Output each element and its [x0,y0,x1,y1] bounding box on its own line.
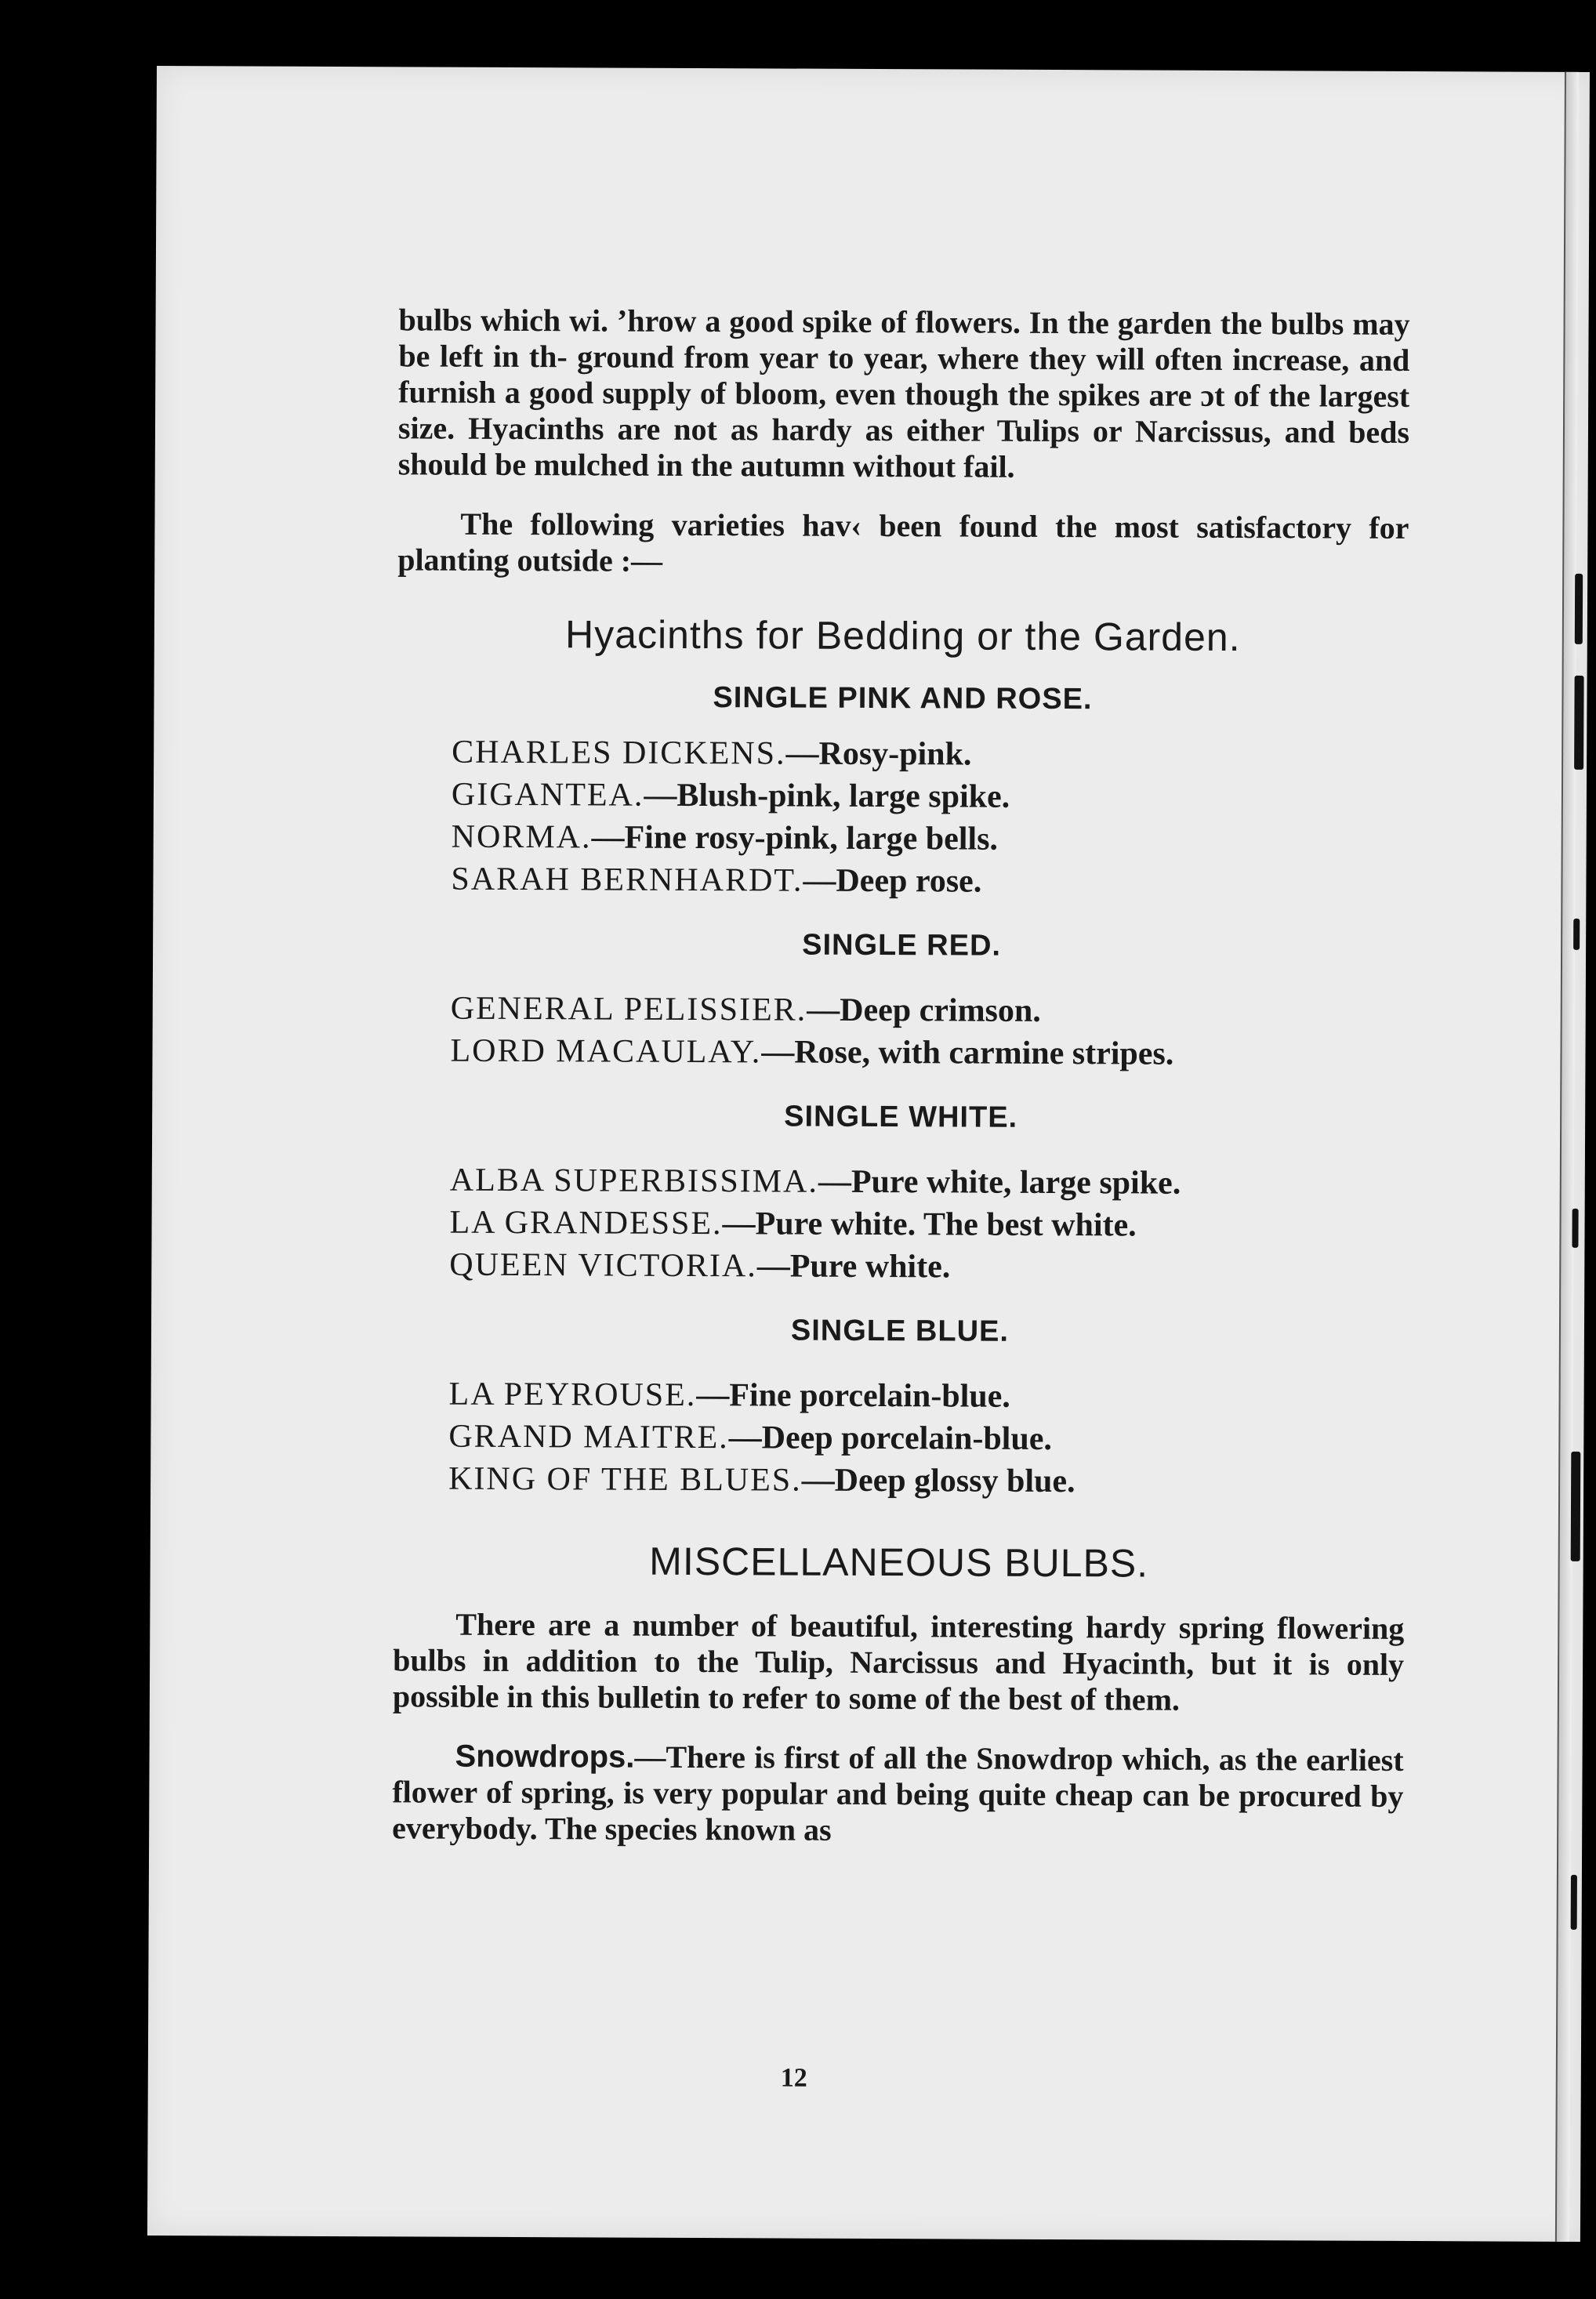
variety-item [450,1159,1406,1206]
binding-mark [1573,919,1580,950]
variety-description: —Pure white. [756,1248,951,1285]
variety-description: —Deep rose. [803,862,982,900]
variety-name: QUEEN VICTORIA. [449,1246,757,1285]
variety-item [452,816,1408,862]
section-title: Hyacinths for Bedding or the Garden. [564,612,1241,660]
variety-description: —Deep porcelain-blue. [728,1420,1053,1457]
variety-description: —Rosy-pink. [785,735,972,773]
intro-paragraph: bulbs which wi. ’hrow a good spike of flowers. In the garden the bulbs may be left in th- ground from year to year, where they will often increase, and furnish a good supply of bloom, even though the spikes are ɔt of the largest size. Hyacinths are not as hardy as either Tulips or Narcissus, and beds should be mulched in the autumn without fail. [397,302,1410,484]
variety-group [394,1312,1406,1504]
variety-list [394,1159,1406,1290]
snowdrops-text: —There is first of all the Snowdrop which, as the earliest flower of spring, is very popular and being quite cheap can be procured by everybody. The species known as [392,1739,1404,1848]
variety-item [452,731,1408,778]
snowdrops-lead: Snowdrops. [455,1739,635,1775]
variety-description: —Fine rosy-pink, large bells. [591,819,999,858]
variety-name: LA GRANDESSE. [449,1204,723,1242]
group-heading: SINGLE BLUE. [790,1314,1010,1348]
variety-item [450,1030,1406,1076]
variety-name: GRAND MAITRE. [448,1418,729,1456]
variety-item [449,1202,1406,1248]
variety-item [448,1458,1405,1504]
binding-mark [1572,1209,1578,1248]
variety-description: —Rose, with carmine stripes. [761,1034,1174,1072]
page-content [392,302,1410,1851]
variety-list [396,731,1408,905]
variety-description: —Pure white, large spike. [818,1163,1181,1202]
variety-description: —Deep glossy blue. [801,1462,1075,1500]
binding-mark [1571,1452,1581,1561]
misc-paragraph: There are a number of beautiful, interesting hardy spring flowering bulbs in addition to the Tulip, Narcissus and Hyacinth, but it is only possible in this bulletin to refer to some of the best of them. [392,1606,1405,1717]
variety-name: LA PEYROUSE. [448,1376,697,1414]
variety-description: —Fine porcelain-blue. [696,1377,1010,1415]
variety-item [451,858,1407,905]
section-title: MISCELLANEOUS BULBS. [649,1539,1149,1586]
variety-item [448,1373,1405,1420]
variety-description: —Blush-pink, large spike. [644,777,1010,815]
variety-description: —Pure white. The best white. [722,1206,1137,1244]
variety-description: —Deep crimson. [807,992,1041,1029]
variety-name: LORD MACAULAY. [450,1032,762,1071]
variety-name: CHARLES DICKENS. [452,734,786,772]
group-heading: SINGLE PINK AND ROSE. [713,681,1093,716]
binding-mark [1571,1875,1577,1930]
variety-name: KING OF THE BLUES. [448,1460,802,1499]
variety-name: ALBA SUPERBISSIMA. [449,1162,819,1200]
variety-group [394,1098,1406,1290]
variety-list [395,987,1406,1076]
variety-name: GENERAL PELISSIER. [450,990,807,1028]
variety-item [451,988,1407,1034]
group-heading: SINGLE RED. [802,928,1002,963]
variety-group [395,926,1407,1076]
page-number: 12 [780,2063,807,2093]
scanned-page [147,66,1590,2242]
variety-list [394,1373,1406,1504]
variety-item [448,1416,1405,1462]
variety-name: SARAH BERNHARDT. [451,861,803,899]
variety-name: GIGANTEA. [451,776,644,814]
snowdrops-paragraph [392,1738,1404,1851]
variety-group [396,680,1408,905]
binding-mark [1574,676,1584,770]
binding-mark [1575,574,1583,644]
variety-name: NORMA. [451,818,592,856]
variety-item [452,774,1408,820]
variety-item [449,1244,1406,1290]
group-heading: SINGLE WHITE. [784,1100,1018,1134]
intro-paragraph: The following varieties hav‹ been found the most satisfactory for planting outside :— [397,506,1409,578]
